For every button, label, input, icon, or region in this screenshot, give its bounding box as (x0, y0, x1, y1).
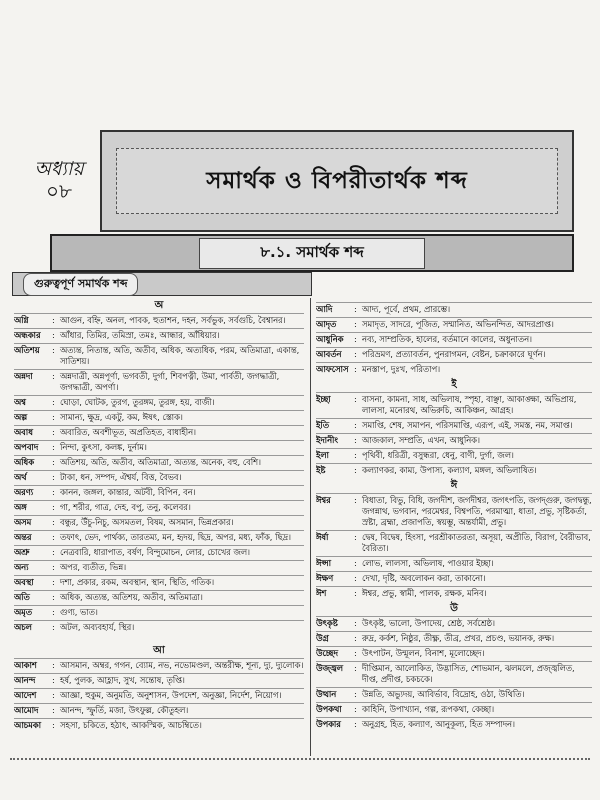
entry-synonyms: নিন্দা, কুৎসা, কলঙ্ক, দুর্নাম। (60, 442, 147, 452)
word-entry (14, 515, 304, 530)
entry-colon: : (52, 547, 55, 557)
entry-colon: : (52, 517, 55, 527)
entry-word: অপবাদ (14, 442, 39, 452)
word-entry (14, 440, 304, 455)
entry-synonyms: অত্যন্ত, নিতান্ত, অতি, অতীব, অধিক, অত্যধিক, পরম, অতিমাত্রা, একান্ত, সাতিশয়। (60, 345, 300, 366)
word-entry (316, 646, 592, 661)
entry-colon: : (354, 618, 357, 628)
entry-colon: : (52, 690, 55, 700)
word-entry (14, 425, 304, 440)
entry-word: অমৃত (14, 607, 33, 617)
entry-synonyms: গুণ্য, ভাত। (60, 607, 98, 617)
entry-colon: : (52, 675, 55, 685)
entry-word: আচমকা (14, 720, 41, 730)
entry-synonyms: সহসা, চকিতে, হঠাৎ, আকস্মিক, আচম্বিতে। (60, 720, 202, 730)
entry-synonyms: আজকাল, সম্প্রতি, এখন, আধুনিক। (362, 435, 480, 445)
word-entry (14, 328, 304, 343)
entry-synonyms: রুদ্র, কর্কশ, নিষ্ঠুর, তীক্ষ্ণ, তীব্র, প্রখর, প্রচণ্ড, ভয়ানক, রুক্ষ। (362, 633, 555, 643)
entry-synonyms: অতিশয়, অতি, অতীব, অতিমাত্রা, অত্যন্ত, অনেক, বহু, বেশি। (60, 457, 261, 467)
entry-synonyms: হর্ষ, পুলক, আহ্লাদ, সুখ, সন্তোষ, তৃপ্তি। (60, 675, 185, 685)
entry-colon: : (354, 633, 357, 643)
entry-synonyms: উৎকৃষ্ট, ভালো, উপাদেয়, শ্রেষ্ঠ, সর্বশ্রেষ্ঠ। (362, 618, 496, 628)
entry-colon: : (52, 720, 55, 730)
entry-colon: : (354, 532, 357, 542)
page-bottom-edge (10, 758, 590, 764)
left-column (14, 298, 304, 733)
entry-word: আনন্দ (14, 675, 36, 685)
entry-synonyms: আঁধার, তিমির, তমিস্রা, তমঃ, আন্ধার, আঁধিয়ার। (60, 330, 220, 340)
word-entry (316, 302, 592, 317)
word-entry (14, 313, 304, 328)
entry-colon: : (354, 420, 357, 430)
entry-word: অল্প (14, 412, 28, 422)
word-entry (316, 347, 592, 362)
word-entry (14, 560, 304, 575)
entry-colon: : (52, 622, 55, 632)
word-entry (14, 575, 304, 590)
entry-word: অতি (14, 592, 30, 602)
word-entry (14, 343, 304, 369)
entry-word: অর্থ (14, 472, 27, 482)
entry-word: ঈশ (316, 588, 327, 598)
entry-word: অধিক (14, 457, 35, 467)
word-entry (316, 448, 592, 463)
entry-synonyms: সামান্য, ক্ষুদ্র, একটু, কম, ঈষৎ, স্তোক। (60, 412, 183, 422)
right-column (316, 302, 592, 732)
word-entry (316, 418, 592, 433)
entry-word: ইলা (316, 450, 329, 460)
word-entry (14, 605, 304, 620)
entry-word: অন্নদা (14, 371, 33, 381)
title-frame (116, 148, 558, 214)
word-entry (14, 620, 304, 635)
entry-synonyms: উন্নতি, অভ্যুদয়, আবির্ভাব, বিদ্রোহ, ওঠা, উথিতি। (362, 689, 525, 699)
entry-colon: : (354, 573, 357, 583)
entry-synonyms: বাসনা, কামনা, সাধ, অভিলাষ, স্পৃহা, বাঞ্ছা, আকাঙ্ক্ষা, অভিপ্রায়, লালসা, মনোরথ, অভিরুচি, আকিঞ্চন, আগ্রহ। (362, 394, 577, 415)
entry-word: অগ্নি (14, 315, 29, 325)
word-entry (316, 332, 592, 347)
letter-heading: অ (154, 300, 164, 311)
entry-word: অসম (14, 517, 32, 527)
entry-colon: : (52, 345, 55, 355)
entry-word: আদৃত (316, 319, 337, 329)
entry-synonyms: কল্যাণকর, কাম্য, উপাস্য, কল্যাণ, মঙ্গল, অভিলাষিত। (362, 465, 537, 475)
entry-word: আদি (316, 304, 333, 314)
entry-word: অচল (14, 622, 32, 632)
word-entry (14, 455, 304, 470)
entry-colon: : (354, 364, 357, 374)
entry-synonyms: কানন, জঙ্গল, কান্তার, অটবী, বিপিন, বন। (60, 487, 196, 497)
entry-synonyms: অবারিত, অবশীভূত, অপ্রতিহত, বাধাহীন। (60, 427, 196, 437)
word-entry (14, 530, 304, 545)
entry-word: আফসোস (316, 364, 349, 374)
entry-colon: : (52, 532, 55, 542)
entry-synonyms: বিধাতা, বিভু, বিধি, জগদীশ, জগদীশ্বর, জগৎপতি, জগদ্গুরু, জগদ্বন্ধু, জগন্নাথ, ভগবান, পরমেশ্বর, বিশ্বপতি, পরমাত্মা, ধাতা, প্রভু, সৃষ্টিকর্তা, স্রষ্টা, ব্রহ্মা, প্রজাপতি, স্বয়ম্ভূ, অন্তর্যামী, প্রভু। (362, 495, 592, 527)
entry-colon: : (52, 397, 55, 407)
word-entry (316, 392, 592, 418)
entry-word: আকাশ (14, 660, 37, 670)
entry-word: অতিশয় (14, 345, 40, 355)
entry-colon: : (354, 648, 357, 658)
chapter-number: ০৮ (46, 179, 72, 203)
entry-word: ইতি (316, 420, 329, 430)
word-entry (14, 485, 304, 500)
word-entry (14, 410, 304, 425)
page-title: সমার্থক ও বিপরীতার্থক শব্দ (206, 166, 468, 194)
entry-synonyms: সমাপ্তি, শেষ, সমাপন, পরিসমাপ্তি, এরূপ, এই, সমস্ত, নম, সমাপ্ত। (362, 420, 573, 430)
word-entry (14, 703, 304, 718)
title-banner (100, 130, 574, 232)
word-entry (14, 369, 304, 395)
entry-colon: : (354, 304, 357, 314)
entry-word: উজ্জ্বল (316, 663, 343, 673)
entry-colon: : (52, 577, 55, 587)
letter-heading: উ (450, 603, 458, 614)
entry-synonyms: দশা, প্রকার, রকম, অবস্থান, স্থান, স্থিতি, গতিক। (60, 577, 215, 587)
entry-synonyms: অনুগ্রহ, হিত, কল্যাণ, আনুকূল্য, হিত সম্পাদন। (362, 719, 515, 729)
entry-synonyms: দেখা, দৃষ্টি, অবলোকন করা, তাকানো। (362, 573, 486, 583)
entry-colon: : (354, 465, 357, 475)
entry-colon: : (354, 435, 357, 445)
entry-word: ঈশ্বর (316, 495, 331, 505)
entry-word: আবর্তন (316, 349, 342, 359)
entry-colon: : (354, 394, 357, 404)
entry-word: উত্থান (316, 689, 337, 699)
entry-colon: : (354, 663, 357, 673)
entry-synonyms: অধিক, অত্যন্ত, অতিশয়, অতীব, অতিমাত্রা। (60, 592, 203, 602)
entry-word: ঈপ্সা (316, 558, 332, 568)
letter-heading: আ (153, 645, 165, 656)
word-entry (14, 673, 304, 688)
entry-colon: : (52, 315, 55, 325)
subsection-banner (12, 272, 312, 296)
entry-word: অন্য (14, 562, 29, 572)
entry-colon: : (52, 562, 55, 572)
entry-word: অন্তর (14, 532, 32, 542)
entry-word: অবস্থা (14, 577, 34, 587)
letter-heading: ঈ (450, 480, 458, 491)
entry-colon: : (52, 487, 55, 497)
subsection-title: গুরুত্বপূর্ণ সমার্থক শব্দ (23, 273, 138, 296)
entry-colon: : (52, 502, 55, 512)
entry-word: অঙ্গ (14, 502, 27, 512)
word-entry (316, 631, 592, 646)
word-entry (14, 395, 304, 410)
word-entry (316, 362, 592, 377)
section-banner (50, 234, 574, 272)
entry-colon: : (354, 349, 357, 359)
entry-word: অশ্রু (14, 547, 30, 557)
entry-colon: : (52, 330, 55, 340)
entry-synonyms: দীপ্তিমান, আলোকিত, উদ্ভাসিত, শোভমান, ঝলমলে, প্রজ্জ্বলিত, দীপ্ত, প্রদীপ্ত, চকচকে। (362, 663, 575, 684)
word-entry (316, 586, 592, 601)
word-entry (316, 463, 592, 478)
word-entry (316, 530, 592, 556)
entry-word: ইষ্ট (316, 465, 326, 475)
entry-synonyms: সমাদৃত, সাদরে, পূজিত, সম্মানিত, অভিনন্দিত, আদরপ্রাপ্ত। (362, 319, 554, 329)
word-entry (316, 493, 592, 530)
entry-synonyms: লোভ, লালসা, অভিলাষ, পাওয়ার ইচ্ছা। (362, 558, 494, 568)
word-entry (316, 556, 592, 571)
word-entry (316, 717, 592, 732)
entry-colon: : (52, 660, 55, 670)
column-divider (310, 298, 311, 756)
word-entry (14, 658, 304, 673)
entry-synonyms: ঘোড়া, ঘোটক, তুরগ, তুরঙ্গম, তুরঙ্গ, হয়, বাজী। (60, 397, 215, 407)
entry-word: উচ্ছেদ (316, 648, 339, 658)
entry-colon: : (354, 334, 357, 344)
entry-colon: : (354, 495, 357, 505)
word-entry (14, 590, 304, 605)
entry-synonyms: তফাৎ, ভেদ, পার্থক্য, তারতম্য, মন, হৃদয়, ছিদ্র, অপর, মধ্য, ফাঁক, ছিদ্র। (60, 532, 291, 542)
entry-synonyms: বন্ধুর, উঁচু-নিচু, অসমতল, বিষম, অসমান, ভিন্নপ্রকার। (60, 517, 234, 527)
entry-word: ইদানীং (316, 435, 338, 445)
word-entry (316, 616, 592, 631)
chapter-word: অধ্যায় (34, 158, 84, 180)
word-entry (316, 433, 592, 448)
entry-word: ঈর্ষা (316, 532, 329, 542)
entry-word: উৎকৃষ্ট (316, 618, 338, 628)
entry-word: আধুনিক (316, 334, 344, 344)
entry-colon: : (52, 427, 55, 437)
entry-word: অন্ধকার (14, 330, 41, 340)
entry-synonyms: আনন্দ, স্ফুর্তি, মজা, উৎফুল্ল, কৌতুহল। (60, 705, 189, 715)
entry-synonyms: টাকা, ধন, সম্পদ, ঐশ্বর্য, বিত্ত, বৈভব। (60, 472, 182, 482)
entry-colon: : (354, 558, 357, 568)
entry-word: আমোদ (14, 705, 39, 715)
word-entry (14, 500, 304, 515)
entry-colon: : (52, 607, 55, 617)
entry-word: উপকথা (316, 704, 342, 714)
entry-colon: : (52, 457, 55, 467)
entry-synonyms: আদ্য, পূর্বে, প্রথম, প্রারম্ভে। (362, 304, 451, 314)
entry-colon: : (354, 719, 357, 729)
entry-colon: : (52, 705, 55, 715)
entry-synonyms: আজ্ঞা, হুকুম, অনুমতি, অনুশাসন, উপদেশ, অনুজ্ঞা, নির্দেশ, নিয়োগ। (60, 690, 282, 700)
word-entry (316, 571, 592, 586)
entry-synonyms: আসমান, অম্বর, গগন, ব্যোম, নভ, নভোমণ্ডল, অন্তরীক্ষ, শূন্য, দ্যু, দ্যুলোক। (60, 660, 304, 670)
entry-colon: : (52, 442, 55, 452)
entry-synonyms: ঈশ্বর, প্রভু, স্বামী, পালক, রক্ষক, মনিব। (362, 588, 487, 598)
entry-colon: : (354, 450, 357, 460)
entry-synonyms: মনস্তাপ, দুঃখ, পরিতাপ। (362, 364, 441, 374)
entry-word: ইচ্ছা (316, 394, 331, 404)
entry-synonyms: নেত্রবারি, ধারাপাত, বর্ষণ, বিন্দুমোচন, লোর, চোখের জল। (60, 547, 250, 557)
entry-synonyms: উৎপাটন, উন্মূলন, বিনাশ, মূলোচ্ছেদ। (362, 648, 485, 658)
word-entry (14, 470, 304, 485)
entry-synonyms: কাহিনি, উপাখ্যান, গল্প, রূপকথা, কেচ্ছা। (362, 704, 495, 714)
entry-colon: : (354, 689, 357, 699)
entry-colon: : (52, 472, 55, 482)
word-entry (14, 688, 304, 703)
entry-synonyms: নব্য, সাম্প্রতিক, হালের, বর্তমানে কালের, অধুনাতন। (362, 334, 533, 344)
word-entry (316, 687, 592, 702)
word-entry (14, 545, 304, 560)
entry-word: অবাধ (14, 427, 33, 437)
entry-synonyms: অপর, ব্যতীত, ভিন্ন। (60, 562, 127, 572)
entry-colon: : (52, 412, 55, 422)
entry-word: অরণ্য (14, 487, 34, 497)
word-entry (316, 702, 592, 717)
chapter-label (30, 158, 88, 202)
entry-synonyms: অটল, অব্যবহার্য, স্থির। (60, 622, 135, 632)
entry-colon: : (354, 588, 357, 598)
word-entry (14, 718, 304, 733)
entry-word: উপকার (316, 719, 341, 729)
entry-colon: : (52, 592, 55, 602)
entry-synonyms: পরিভ্রমণ, প্রত্যাবর্তন, পুনরাগমন, বেষ্টন, চক্রাকারে ঘূর্ণন। (362, 349, 546, 359)
letter-heading: ই (451, 379, 457, 390)
entry-word: উগ্র (316, 633, 329, 643)
entry-synonyms: গা, শরীর, গাত্র, দেহ, বপু, তনু, কলেবর। (60, 502, 191, 512)
entry-synonyms: পৃথিবী, ধরিত্রী, বসুন্ধরা, ধেনু, বাণী, দুর্গা, জল। (362, 450, 514, 460)
entry-synonyms: আগুন, বহ্নি, অনল, পাবক, হুতাশন, দহন, সর্বভুক, সর্বগুচি, বৈশ্বানর। (60, 315, 286, 325)
entry-synonyms: দ্বেষ, বিদ্বেষ, হিংসা, পরশ্রীকাতরতা, অসূয়া, অপ্রীতি, বিরাগ, বৈরীভাব, বৈরিতা। (362, 532, 591, 553)
word-entry (316, 661, 592, 687)
entry-word: আদেশ (14, 690, 37, 700)
entry-word: ঈক্ষণ (316, 573, 334, 583)
entry-colon: : (354, 704, 357, 714)
entry-word: অশ্ব (14, 397, 26, 407)
word-entry (316, 317, 592, 332)
entry-colon: : (52, 371, 55, 381)
entry-synonyms: অন্নদাত্রী, অন্নপূর্ণা, ভগবতী, দুর্গা, শিবপত্নী, উমা, পার্বতী, জগদ্ধাত্রী, জগদ্ধাত্রী, অপর্ণা। (60, 371, 280, 392)
entry-colon: : (354, 319, 357, 329)
section-title: ৮.১. সমার্থক শব্দ (199, 238, 425, 269)
